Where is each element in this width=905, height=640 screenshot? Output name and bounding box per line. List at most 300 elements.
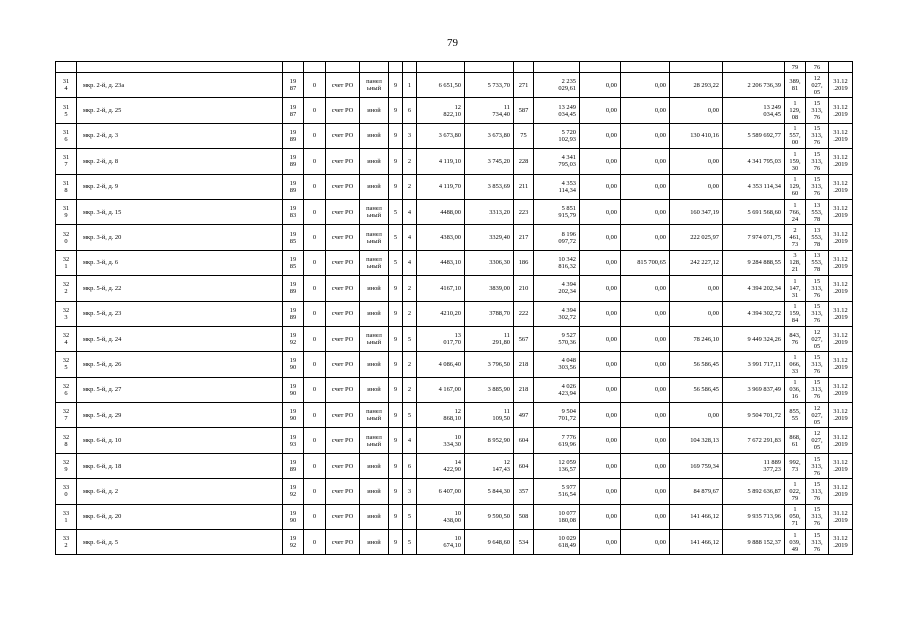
- cell-total-area: 13 017,70: [417, 326, 465, 351]
- cell-total-area: 4 167,00: [417, 377, 465, 402]
- cell-entrances: 2: [403, 174, 417, 199]
- cell-floors: 5: [389, 199, 403, 224]
- continuation-cell: 79: [785, 62, 806, 73]
- cell-cost-owners: 4 394 302,72: [723, 301, 785, 326]
- cell-total-cost: 4 026 423,94: [534, 377, 580, 402]
- cell-year-commissioned: 0: [304, 352, 326, 377]
- cell-cost-federal: 0,00: [580, 250, 621, 275]
- cell-cost-regional: 0,00: [621, 123, 670, 148]
- table-row-continuation: [56, 62, 853, 73]
- table-row: [56, 377, 853, 402]
- cell-entrances: 4: [403, 428, 417, 453]
- cell-cost-owners: 4 353 114,34: [723, 174, 785, 199]
- cell-entrances: 4: [403, 199, 417, 224]
- continuation-cell: [56, 62, 77, 73]
- cell-residents: 223: [514, 199, 534, 224]
- cell-cost-regional: 0,00: [621, 225, 670, 250]
- continuation-cell: [829, 62, 853, 73]
- cell-living-area: 3 853,69: [465, 174, 514, 199]
- cell-living-area: 3 673,80: [465, 123, 514, 148]
- cell-floors: 9: [389, 479, 403, 504]
- cell-living-area: 8 952,90: [465, 428, 514, 453]
- cell-total-area: 4167,10: [417, 276, 465, 301]
- cell-total-cost: 13 249 034,45: [534, 98, 580, 123]
- cell-year-built: 19 92: [283, 326, 304, 351]
- cell-cost-federal: 0,00: [580, 530, 621, 555]
- cell-cost-owners: 5 589 692,77: [723, 123, 785, 148]
- cell-completion-date: 31.12 .2019: [829, 73, 853, 98]
- cell-cost-federal: 0,00: [580, 326, 621, 351]
- cell-completion-date: 31.12 .2019: [829, 149, 853, 174]
- cell-total-area: 3 673,80: [417, 123, 465, 148]
- continuation-cell: 76: [806, 62, 829, 73]
- cell-living-area: 3 796,50: [465, 352, 514, 377]
- cell-cost-regional: 0,00: [621, 276, 670, 301]
- cell-fund-method: счет РО: [326, 301, 360, 326]
- cell-total-cost: 10 077 180,08: [534, 504, 580, 529]
- cell-entrances: 5: [403, 326, 417, 351]
- cell-address: мкр. 2-й, д. 23а: [77, 73, 283, 98]
- table-row: [56, 276, 853, 301]
- cell-row-number: 32 7: [56, 403, 77, 428]
- cell-total-cost: 4 048 303,56: [534, 352, 580, 377]
- cell-cost-regional: 0,00: [621, 479, 670, 504]
- cell-entrances: 2: [403, 301, 417, 326]
- cell-living-area: 12 147,43: [465, 453, 514, 478]
- cell-floors: 9: [389, 301, 403, 326]
- cell-completion-date: 31.12 .2019: [829, 352, 853, 377]
- cell-address: мкр. 5-й, д. 23: [77, 301, 283, 326]
- cell-living-area: 11 291,80: [465, 326, 514, 351]
- cell-wall-material: иной: [360, 479, 389, 504]
- cell-residents: 357: [514, 479, 534, 504]
- cell-total-cost: 4 353 114,34: [534, 174, 580, 199]
- cell-residents: 218: [514, 352, 534, 377]
- cell-total-cost: 4 394 202,34: [534, 276, 580, 301]
- cell-wall-material: иной: [360, 98, 389, 123]
- cell-year-built: 19 85: [283, 250, 304, 275]
- cell-address: мкр. 6-й, д. 10: [77, 428, 283, 453]
- cell-entrances: 1: [403, 73, 417, 98]
- continuation-cell: [670, 62, 723, 73]
- cell-floors: 9: [389, 326, 403, 351]
- cell-cost-per-sqm: 389, 81: [785, 73, 806, 98]
- cell-row-number: 32 3: [56, 301, 77, 326]
- cell-residents: 218: [514, 377, 534, 402]
- cell-completion-date: 31.12 .2019: [829, 504, 853, 529]
- cell-wall-material: иной: [360, 301, 389, 326]
- cell-total-cost: 2 235 029,61: [534, 73, 580, 98]
- cell-year-built: 19 87: [283, 98, 304, 123]
- cell-completion-date: 31.12 .2019: [829, 276, 853, 301]
- cell-floors: 9: [389, 504, 403, 529]
- cell-living-area: 3313,20: [465, 199, 514, 224]
- continuation-cell: [514, 62, 534, 73]
- cell-cost-regional: 0,00: [621, 428, 670, 453]
- cell-floors: 9: [389, 428, 403, 453]
- cell-floors: 9: [389, 530, 403, 555]
- cell-wall-material: панел ьный: [360, 428, 389, 453]
- cell-year-commissioned: 0: [304, 199, 326, 224]
- cell-cost-federal: 0,00: [580, 428, 621, 453]
- cell-total-cost: 5 720 102,93: [534, 123, 580, 148]
- cell-fund-method: счет РО: [326, 326, 360, 351]
- cell-limit-per-sqm: 13 553, 78: [806, 199, 829, 224]
- cell-cost-regional: 0,00: [621, 149, 670, 174]
- cell-completion-date: 31.12 .2019: [829, 403, 853, 428]
- registry-table: [55, 61, 853, 555]
- cell-living-area: 11 109,50: [465, 403, 514, 428]
- cell-cost-regional: 0,00: [621, 530, 670, 555]
- table-row: [56, 174, 853, 199]
- cell-cost-owners: 4 341 795,03: [723, 149, 785, 174]
- cell-cost-federal: 0,00: [580, 73, 621, 98]
- table-row: [56, 98, 853, 123]
- cell-floors: 9: [389, 174, 403, 199]
- continuation-cell: [283, 62, 304, 73]
- cell-row-number: 32 0: [56, 225, 77, 250]
- cell-row-number: 31 6: [56, 123, 77, 148]
- cell-year-commissioned: 0: [304, 301, 326, 326]
- cell-row-number: 31 4: [56, 73, 77, 98]
- table-row: [56, 149, 853, 174]
- cell-total-cost: 5 851 915,79: [534, 199, 580, 224]
- table-row: [56, 530, 853, 555]
- cell-living-area: 3788,70: [465, 301, 514, 326]
- cell-completion-date: 31.12 .2019: [829, 530, 853, 555]
- cell-residents: 587: [514, 98, 534, 123]
- cell-completion-date: 31.12 .2019: [829, 326, 853, 351]
- cell-year-built: 19 90: [283, 504, 304, 529]
- cell-floors: 5: [389, 225, 403, 250]
- cell-residents: 75: [514, 123, 534, 148]
- cell-year-commissioned: 0: [304, 403, 326, 428]
- cell-total-area: 4483,10: [417, 250, 465, 275]
- cell-cost-per-sqm: 1 159, 84: [785, 301, 806, 326]
- cell-cost-regional: 0,00: [621, 352, 670, 377]
- cell-cost-per-sqm: 868, 61: [785, 428, 806, 453]
- cell-fund-method: счет РО: [326, 453, 360, 478]
- cell-address: мкр. 2-й, д. 9: [77, 174, 283, 199]
- cell-limit-per-sqm: 12 027, 05: [806, 403, 829, 428]
- cell-row-number: 32 4: [56, 326, 77, 351]
- cell-year-commissioned: 0: [304, 326, 326, 351]
- cell-row-number: 31 5: [56, 98, 77, 123]
- cell-cost-local: 0,00: [670, 98, 723, 123]
- cell-entrances: 5: [403, 403, 417, 428]
- cell-year-commissioned: 0: [304, 250, 326, 275]
- cell-fund-method: счет РО: [326, 199, 360, 224]
- cell-total-cost: 10 342 816,32: [534, 250, 580, 275]
- cell-cost-federal: 0,00: [580, 276, 621, 301]
- cell-fund-method: счет РО: [326, 73, 360, 98]
- cell-limit-per-sqm: 13 553, 78: [806, 225, 829, 250]
- cell-floors: 9: [389, 123, 403, 148]
- cell-total-area: 12 868,10: [417, 403, 465, 428]
- cell-cost-owners: 5 691 568,60: [723, 199, 785, 224]
- continuation-cell: [403, 62, 417, 73]
- cell-cost-local: 222 025,97: [670, 225, 723, 250]
- cell-cost-owners: 2 206 736,39: [723, 73, 785, 98]
- cell-limit-per-sqm: 15 313, 76: [806, 377, 829, 402]
- table-row: [56, 225, 853, 250]
- cell-entrances: 6: [403, 98, 417, 123]
- cell-year-commissioned: 0: [304, 377, 326, 402]
- cell-cost-per-sqm: 1 022, 79: [785, 479, 806, 504]
- cell-cost-federal: 0,00: [580, 377, 621, 402]
- cell-address: мкр. 5-й, д. 29: [77, 403, 283, 428]
- cell-total-area: 14 422,90: [417, 453, 465, 478]
- cell-limit-per-sqm: 15 313, 76: [806, 174, 829, 199]
- cell-cost-federal: 0,00: [580, 301, 621, 326]
- cell-completion-date: 31.12 .2019: [829, 479, 853, 504]
- cell-address: мкр. 5-й, д. 27: [77, 377, 283, 402]
- cell-year-commissioned: 0: [304, 149, 326, 174]
- cell-residents: 271: [514, 73, 534, 98]
- continuation-cell: [621, 62, 670, 73]
- cell-cost-regional: 0,00: [621, 199, 670, 224]
- cell-year-built: 19 92: [283, 479, 304, 504]
- cell-year-built: 19 89: [283, 123, 304, 148]
- cell-wall-material: иной: [360, 377, 389, 402]
- cell-limit-per-sqm: 15 313, 76: [806, 479, 829, 504]
- cell-residents: 497: [514, 403, 534, 428]
- cell-year-built: 19 89: [283, 174, 304, 199]
- cell-entrances: 3: [403, 479, 417, 504]
- cell-completion-date: 31.12 .2019: [829, 98, 853, 123]
- cell-address: мкр. 2-й, д. 8: [77, 149, 283, 174]
- continuation-cell: [534, 62, 580, 73]
- cell-wall-material: панел ьный: [360, 73, 389, 98]
- cell-address: мкр. 5-й, д. 22: [77, 276, 283, 301]
- cell-limit-per-sqm: 15 313, 76: [806, 352, 829, 377]
- cell-cost-local: 78 246,10: [670, 326, 723, 351]
- cell-limit-per-sqm: 15 313, 76: [806, 504, 829, 529]
- cell-cost-per-sqm: 1 159, 30: [785, 149, 806, 174]
- cell-completion-date: 31.12 .2019: [829, 377, 853, 402]
- cell-address: мкр. 3-й, д. 20: [77, 225, 283, 250]
- continuation-cell: [580, 62, 621, 73]
- table-row: [56, 326, 853, 351]
- cell-row-number: 31 9: [56, 199, 77, 224]
- cell-cost-per-sqm: 1 129, 60: [785, 174, 806, 199]
- cell-address: мкр. 2-й, д. 3: [77, 123, 283, 148]
- cell-fund-method: счет РО: [326, 352, 360, 377]
- cell-cost-local: 0,00: [670, 403, 723, 428]
- cell-cost-regional: 815 700,65: [621, 250, 670, 275]
- cell-cost-federal: 0,00: [580, 479, 621, 504]
- cell-total-cost: 5 977 516,54: [534, 479, 580, 504]
- cell-year-commissioned: 0: [304, 453, 326, 478]
- cell-row-number: 33 2: [56, 530, 77, 555]
- table-row: [56, 301, 853, 326]
- cell-total-area: 10 674,10: [417, 530, 465, 555]
- cell-residents: 217: [514, 225, 534, 250]
- cell-limit-per-sqm: 15 313, 76: [806, 301, 829, 326]
- cell-year-commissioned: 0: [304, 530, 326, 555]
- cell-row-number: 31 8: [56, 174, 77, 199]
- cell-living-area: 5 733,70: [465, 73, 514, 98]
- cell-limit-per-sqm: 15 313, 76: [806, 98, 829, 123]
- cell-cost-per-sqm: 1 036, 16: [785, 377, 806, 402]
- cell-year-commissioned: 0: [304, 123, 326, 148]
- table-row: [56, 403, 853, 428]
- cell-cost-federal: 0,00: [580, 149, 621, 174]
- cell-cost-per-sqm: 1 557, 00: [785, 123, 806, 148]
- cell-fund-method: счет РО: [326, 225, 360, 250]
- cell-cost-owners: 11 889 377,23: [723, 453, 785, 478]
- cell-wall-material: иной: [360, 123, 389, 148]
- cell-total-cost: 10 029 618,49: [534, 530, 580, 555]
- cell-living-area: 9 648,60: [465, 530, 514, 555]
- cell-address: мкр. 6-й, д. 5: [77, 530, 283, 555]
- cell-total-cost: 4 394 302,72: [534, 301, 580, 326]
- cell-row-number: 32 9: [56, 453, 77, 478]
- cell-living-area: 3 885,90: [465, 377, 514, 402]
- cell-wall-material: панел ьный: [360, 199, 389, 224]
- cell-completion-date: 31.12 .2019: [829, 174, 853, 199]
- cell-completion-date: 31.12 .2019: [829, 225, 853, 250]
- table-row: [56, 123, 853, 148]
- cell-cost-per-sqm: 843, 76: [785, 326, 806, 351]
- cell-address: мкр. 5-й, д. 24: [77, 326, 283, 351]
- cell-floors: 9: [389, 149, 403, 174]
- table-row: [56, 73, 853, 98]
- cell-residents: 210: [514, 276, 534, 301]
- cell-wall-material: иной: [360, 149, 389, 174]
- cell-floors: 9: [389, 453, 403, 478]
- cell-cost-federal: 0,00: [580, 174, 621, 199]
- cell-cost-regional: 0,00: [621, 377, 670, 402]
- cell-row-number: 32 5: [56, 352, 77, 377]
- cell-cost-local: 0,00: [670, 174, 723, 199]
- continuation-cell: [417, 62, 465, 73]
- cell-wall-material: иной: [360, 530, 389, 555]
- cell-year-built: 19 89: [283, 301, 304, 326]
- cell-year-commissioned: 0: [304, 479, 326, 504]
- cell-total-cost: 12 059 136,57: [534, 453, 580, 478]
- cell-wall-material: иной: [360, 352, 389, 377]
- cell-cost-owners: 13 249 034,45: [723, 98, 785, 123]
- continuation-cell: [326, 62, 360, 73]
- cell-entrances: 6: [403, 453, 417, 478]
- cell-limit-per-sqm: 15 313, 76: [806, 453, 829, 478]
- cell-cost-federal: 0,00: [580, 123, 621, 148]
- cell-cost-per-sqm: 1 766, 24: [785, 199, 806, 224]
- cell-cost-owners: 4 394 202,34: [723, 276, 785, 301]
- cell-cost-regional: 0,00: [621, 326, 670, 351]
- cell-cost-local: 84 879,67: [670, 479, 723, 504]
- cell-cost-owners: 9 449 324,26: [723, 326, 785, 351]
- cell-limit-per-sqm: 15 313, 76: [806, 530, 829, 555]
- cell-cost-per-sqm: 3 128, 21: [785, 250, 806, 275]
- cell-fund-method: счет РО: [326, 479, 360, 504]
- cell-total-cost: 4 341 795,03: [534, 149, 580, 174]
- cell-year-commissioned: 0: [304, 225, 326, 250]
- cell-row-number: 32 2: [56, 276, 77, 301]
- cell-row-number: 33 0: [56, 479, 77, 504]
- cell-year-built: 19 90: [283, 352, 304, 377]
- cell-wall-material: иной: [360, 276, 389, 301]
- cell-completion-date: 31.12 .2019: [829, 428, 853, 453]
- cell-fund-method: счет РО: [326, 98, 360, 123]
- cell-address: мкр. 3-й, д. 15: [77, 199, 283, 224]
- cell-entrances: 5: [403, 504, 417, 529]
- cell-living-area: 5 844,30: [465, 479, 514, 504]
- cell-total-area: 6 407,00: [417, 479, 465, 504]
- cell-total-area: 12 822,10: [417, 98, 465, 123]
- cell-cost-owners: 3 991 717,11: [723, 352, 785, 377]
- cell-cost-regional: 0,00: [621, 453, 670, 478]
- cell-cost-owners: 9 504 701,72: [723, 403, 785, 428]
- cell-cost-local: 56 586,45: [670, 377, 723, 402]
- table-row: [56, 352, 853, 377]
- cell-completion-date: 31.12 .2019: [829, 199, 853, 224]
- cell-cost-owners: 7 974 071,75: [723, 225, 785, 250]
- cell-wall-material: панел ьный: [360, 403, 389, 428]
- cell-wall-material: иной: [360, 174, 389, 199]
- page-number: 79: [447, 37, 458, 49]
- cell-entrances: 2: [403, 352, 417, 377]
- cell-cost-local: 141 466,12: [670, 530, 723, 555]
- cell-total-area: 4383,00: [417, 225, 465, 250]
- cell-cost-federal: 0,00: [580, 403, 621, 428]
- cell-fund-method: счет РО: [326, 250, 360, 275]
- cell-cost-per-sqm: 1 050, 71: [785, 504, 806, 529]
- cell-residents: 186: [514, 250, 534, 275]
- cell-wall-material: панел ьный: [360, 225, 389, 250]
- table-row: [56, 428, 853, 453]
- cell-fund-method: счет РО: [326, 174, 360, 199]
- cell-total-area: 6 651,50: [417, 73, 465, 98]
- cell-total-area: 10 334,30: [417, 428, 465, 453]
- cell-cost-federal: 0,00: [580, 199, 621, 224]
- cell-living-area: 3839,00: [465, 276, 514, 301]
- cell-cost-local: 0,00: [670, 276, 723, 301]
- cell-row-number: 33 1: [56, 504, 77, 529]
- cell-wall-material: иной: [360, 504, 389, 529]
- cell-cost-local: 104 328,13: [670, 428, 723, 453]
- cell-cost-per-sqm: 1 039, 49: [785, 530, 806, 555]
- table-row: [56, 504, 853, 529]
- cell-fund-method: счет РО: [326, 428, 360, 453]
- cell-cost-federal: 0,00: [580, 504, 621, 529]
- cell-completion-date: 31.12 .2019: [829, 453, 853, 478]
- cell-cost-local: 169 759,34: [670, 453, 723, 478]
- cell-wall-material: панел ьный: [360, 326, 389, 351]
- cell-cost-owners: 9 888 152,37: [723, 530, 785, 555]
- cell-residents: 534: [514, 530, 534, 555]
- cell-limit-per-sqm: 15 313, 76: [806, 276, 829, 301]
- cell-wall-material: иной: [360, 453, 389, 478]
- cell-cost-regional: 0,00: [621, 301, 670, 326]
- cell-fund-method: счет РО: [326, 377, 360, 402]
- cell-fund-method: счет РО: [326, 276, 360, 301]
- cell-floors: 9: [389, 352, 403, 377]
- cell-cost-federal: 0,00: [580, 453, 621, 478]
- cell-living-area: 11 734,40: [465, 98, 514, 123]
- cell-cost-per-sqm: 992, 73: [785, 453, 806, 478]
- cell-cost-regional: 0,00: [621, 403, 670, 428]
- cell-fund-method: счет РО: [326, 530, 360, 555]
- cell-entrances: 3: [403, 123, 417, 148]
- cell-year-built: 19 93: [283, 428, 304, 453]
- cell-cost-local: 130 410,16: [670, 123, 723, 148]
- cell-year-commissioned: 0: [304, 174, 326, 199]
- cell-residents: 567: [514, 326, 534, 351]
- cell-year-commissioned: 0: [304, 504, 326, 529]
- cell-residents: 222: [514, 301, 534, 326]
